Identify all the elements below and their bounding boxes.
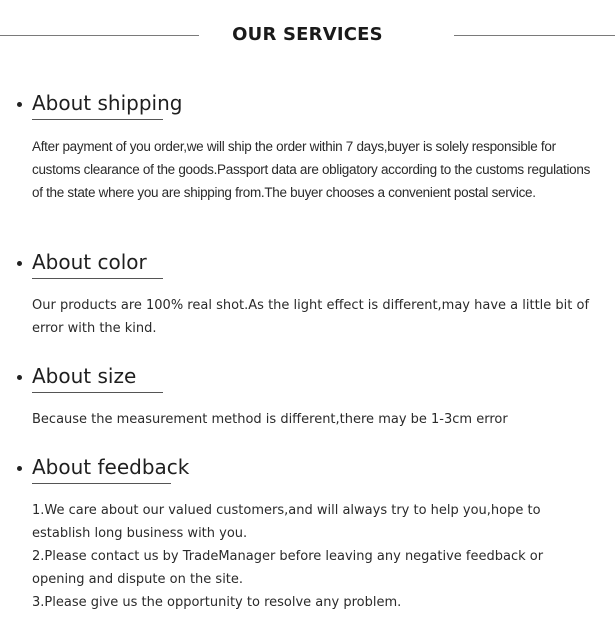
- bullet-icon: [17, 102, 22, 107]
- section-feedback: [0, 452, 615, 610]
- section-underline: [32, 392, 163, 393]
- section-heading: [0, 247, 615, 281]
- page-title: OUR SERVICES: [232, 24, 383, 45]
- paragraph: Our products are 100% real shot.As the light effect is different,may have a little bit of error with the kind.: [32, 298, 590, 336]
- section-underline: [32, 483, 171, 484]
- section-color: [0, 247, 615, 336]
- paragraph: After payment of you order,we will ship the order within 7 days,buyer is solely responsible for customs clearance of the goods.Passport data are obligatory according to the customs regulations of the state where you are shipping from.The buyer chooses a convenient postal service.: [32, 139, 591, 200]
- section-title-color: About color: [32, 250, 147, 274]
- section-heading: [0, 361, 615, 395]
- section-body-feedback: [32, 499, 592, 614]
- list-item: 1.We care about our valued customers,and will always try to help you,hope to establish long business with you.: [32, 503, 541, 541]
- section-heading: [0, 452, 615, 486]
- section-body-color: [32, 294, 592, 340]
- section-body-size: [32, 408, 592, 431]
- bullet-icon: [17, 261, 22, 266]
- section-body-shipping: [32, 135, 592, 204]
- section-shipping: [0, 88, 615, 200]
- bullet-icon: [17, 375, 22, 380]
- paragraph: Because the measurement method is different,there may be 1-3cm error: [32, 412, 508, 427]
- section-heading: [0, 88, 615, 122]
- section-title-shipping: About shipping: [32, 91, 183, 115]
- list-item: 2.Please contact us by TradeManager before leaving any negative feedback or opening and dispute on the site.: [32, 549, 544, 587]
- section-title-feedback: About feedback: [32, 455, 190, 479]
- section-size: [0, 361, 615, 427]
- header-divider-right: [454, 35, 615, 36]
- list-item: 3.Please give us the opportunity to resolve any problem.: [32, 595, 402, 610]
- section-title-size: About size: [32, 364, 137, 388]
- section-underline: [32, 119, 163, 120]
- services-header: [0, 0, 615, 72]
- bullet-icon: [17, 466, 22, 471]
- section-underline: [32, 278, 163, 279]
